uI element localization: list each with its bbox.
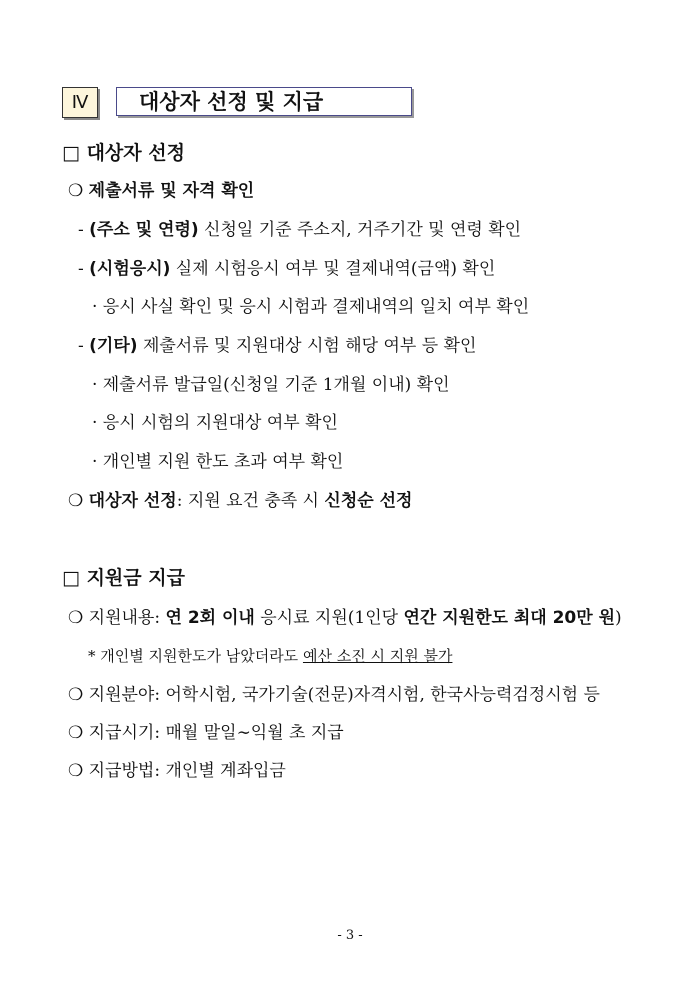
- list-item: [78, 335, 476, 357]
- dash: -: [78, 336, 84, 356]
- item-emphasis: 연간 지원한도 최대 20만 원: [403, 608, 616, 628]
- subsection-heading: □ 지원금 지급: [62, 567, 185, 589]
- sub-item: · 응시 사실 확인 및 응시 시험과 결제내역의 일치 여부 확인: [92, 297, 530, 317]
- bullet-icon: ❍: [68, 608, 84, 628]
- list-item: [68, 490, 412, 512]
- item-label: 대상자 선정: [88, 491, 177, 511]
- item-label: (주소 및 연령): [89, 220, 199, 240]
- item-text: : 지원 요건 충족 시: [176, 491, 325, 511]
- dash: -: [78, 259, 84, 279]
- sub-item: · 개인별 지원 한도 초과 여부 확인: [92, 452, 344, 472]
- note: [88, 645, 452, 667]
- list-item: [68, 722, 344, 744]
- section-title-box: 대상자 선정 및 지급: [116, 87, 412, 116]
- list-item: [68, 607, 622, 629]
- sub-item: · 응시 시험의 지원대상 여부 확인: [92, 413, 338, 433]
- bullet-icon: ❍: [68, 761, 84, 781]
- bullet-icon: ❍: [68, 491, 84, 511]
- list-item: [68, 684, 600, 706]
- list-item: [68, 760, 286, 782]
- dash: -: [78, 220, 84, 240]
- item-emphasis: 신청순 선정: [324, 491, 413, 511]
- item-text: 실제 시험응시 여부 및 결제내역(금액) 확인: [170, 259, 496, 279]
- subsection-heading: □ 대상자 선정: [62, 142, 185, 164]
- page-number: - 3 -: [337, 928, 363, 943]
- item-emphasis: 연 2회 이내: [165, 608, 255, 628]
- item-text: ): [615, 608, 622, 628]
- list-item: [78, 258, 495, 280]
- item-text: 제출서류 및 지원대상 시험 해당 여부 등 확인: [137, 336, 477, 356]
- item-text: 제출서류 및 자격 확인: [88, 181, 255, 201]
- note-underlined: 예산 소진 시 지원 불가: [302, 647, 453, 665]
- bullet-icon: ❍: [68, 181, 84, 201]
- item-text: 지급방법: 개인별 계좌입금: [88, 761, 286, 781]
- item-text: 지급시기: 매월 말일∼익월 초 지급: [88, 723, 344, 743]
- list-item: [68, 180, 254, 202]
- item-label: 지원내용:: [88, 608, 166, 628]
- bullet-icon: ❍: [68, 685, 84, 705]
- bullet-icon: ❍: [68, 723, 84, 743]
- item-text: 신청일 기준 주소지, 거주기간 및 연령 확인: [198, 220, 522, 240]
- item-label: (기타): [89, 336, 138, 356]
- item-label: (시험응시): [89, 259, 171, 279]
- section-number-box: Ⅳ: [62, 87, 98, 118]
- sub-item: · 제출서류 발급일(신청일 기준 1개월 이내) 확인: [92, 375, 450, 395]
- item-text: 지원분야: 어학시험, 국가기술(전문)자격시험, 한국사능력검정시험 등: [88, 685, 600, 705]
- item-text: 응시료 지원(1인당: [254, 608, 404, 628]
- list-item: [78, 219, 521, 241]
- note-text: * 개인별 지원한도가 남았더라도: [88, 647, 303, 665]
